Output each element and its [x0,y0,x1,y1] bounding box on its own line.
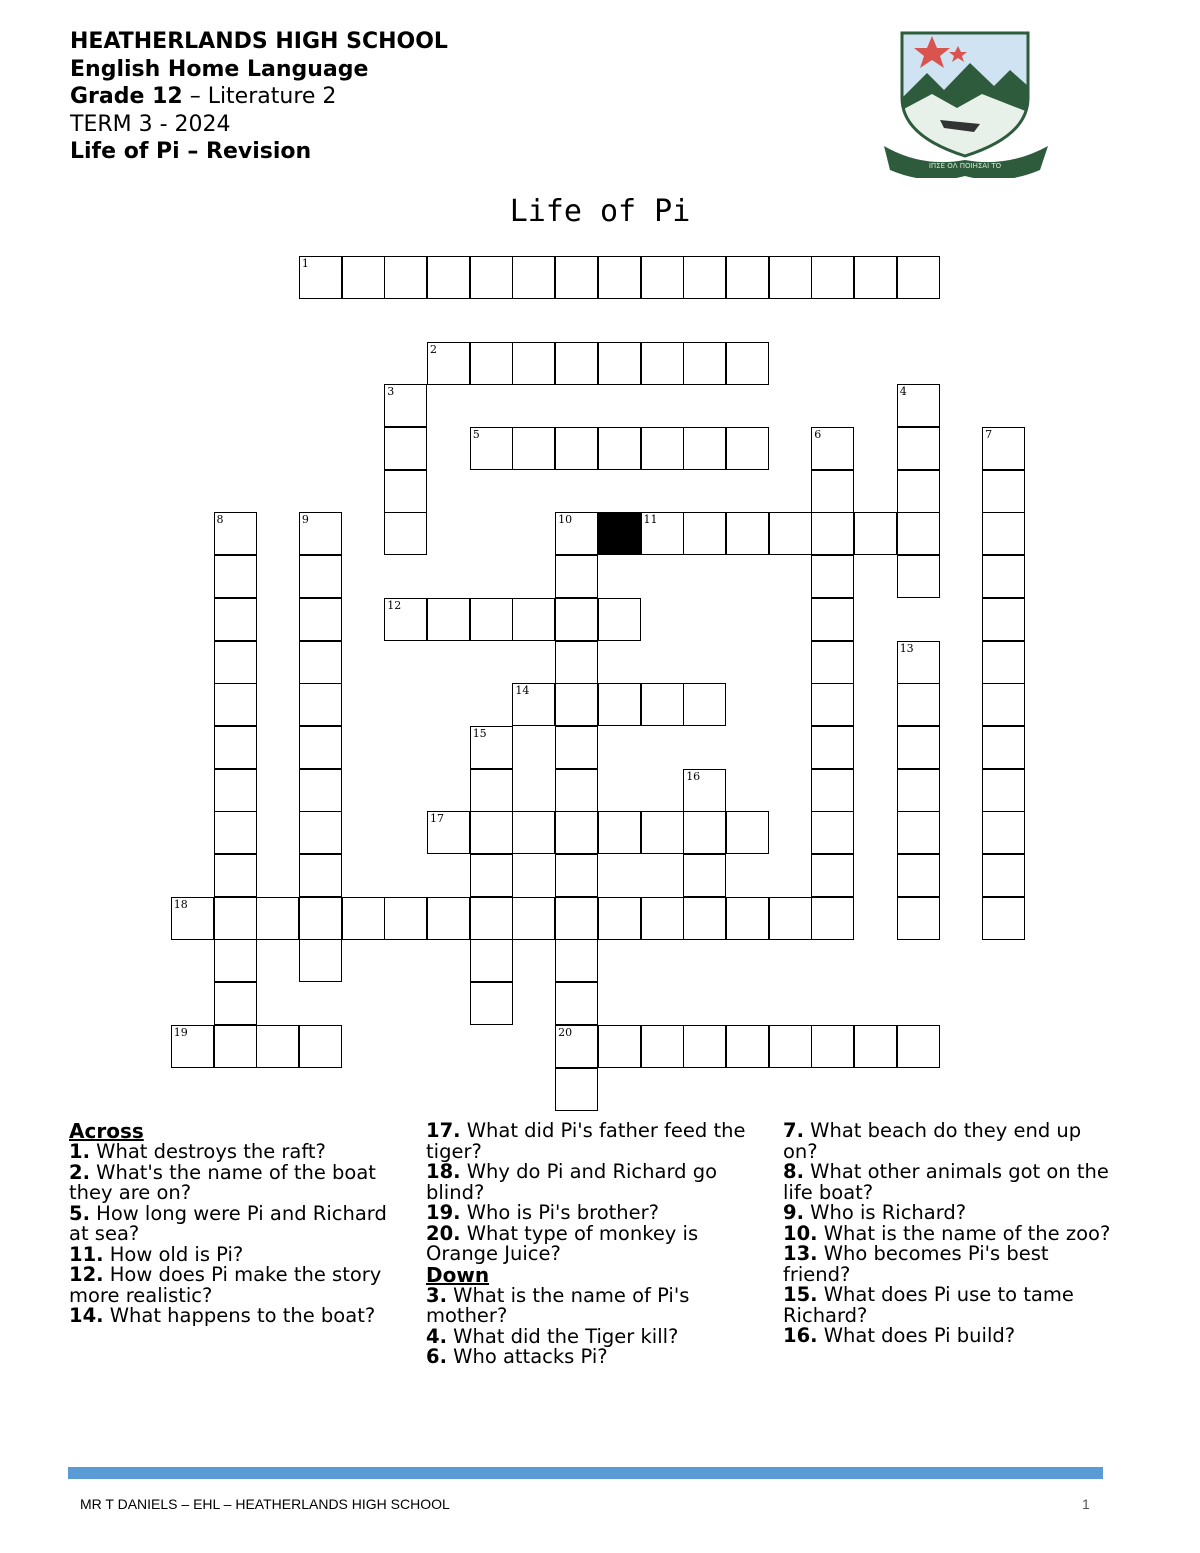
crossword-cell[interactable] [555,854,598,897]
clue-item-text: What type of monkey is Orange Juice? [426,1221,699,1265]
clue-item-number: 10. [783,1221,818,1245]
crossword-cell[interactable] [641,683,684,726]
crossword-cell[interactable] [982,555,1025,598]
crossword-cell[interactable] [811,256,854,299]
crossword-cell[interactable] [427,598,470,641]
crossword-cell[interactable] [982,769,1025,812]
clue-number: 17 [430,812,444,826]
crossword-cell[interactable] [641,256,684,299]
clue-item-text: Who is Pi's brother? [460,1201,660,1224]
crossword-cell[interactable] [427,811,470,854]
crossword-cell[interactable] [214,555,257,598]
crossword-cell[interactable] [299,1025,342,1068]
crossword-cell[interactable] [641,811,684,854]
crossword-cell[interactable] [854,256,897,299]
crossword-cell[interactable] [982,811,1025,854]
crossword-cell[interactable] [769,512,812,555]
grade-label: Grade 12 [70,84,183,109]
clue-item [783,1162,1113,1203]
crossword-cell[interactable] [470,427,513,470]
clue-item-text: How does Pi make the story more realistic? [69,1263,382,1307]
crossword-cell[interactable] [811,1025,854,1068]
clue-item [426,1203,766,1224]
crossword-cell[interactable] [897,683,940,726]
clue-number: 1 [301,257,309,271]
clue-item [426,1121,766,1162]
clues-column-1 [69,1121,399,1327]
crossword-cell[interactable] [897,811,940,854]
crossword-cell[interactable] [384,427,427,470]
crossword-cell[interactable] [214,641,257,684]
clue-item-text: What other animals got on the life boat? [783,1160,1109,1204]
crossword-cell[interactable] [897,641,940,684]
clue-item [426,1324,766,1348]
crossword-cell[interactable] [683,342,726,385]
crossword-cell[interactable] [512,256,555,299]
clue-item-number: 4. [426,1324,447,1348]
crossword-cell[interactable] [214,982,257,1025]
crossword-cell[interactable] [982,427,1025,470]
crossword-cell[interactable] [555,598,598,641]
crossword-cell[interactable] [897,384,940,427]
clue-number: 3 [387,385,395,399]
crossword-cell[interactable] [299,726,342,769]
crossword-cell[interactable] [470,939,513,982]
crossword-cell[interactable] [683,854,726,897]
crossword-cell[interactable] [171,897,214,940]
crossword-cell[interactable] [555,1025,598,1068]
crossword-cell[interactable] [897,769,940,812]
crossword-cell[interactable] [598,811,641,854]
clue-item-number: 3. [426,1283,447,1307]
crossword-cell[interactable] [897,427,940,470]
crossword-cell[interactable] [512,683,555,726]
clue-item [426,1347,766,1368]
clue-item [426,1221,766,1265]
puzzle-title: Life of Pi [509,194,691,229]
crossword-cell[interactable] [214,1025,257,1068]
crossword-cell[interactable] [512,598,555,641]
crossword-cell[interactable] [897,897,940,940]
crest-motto: ΙΠΣΕ ΟΛ ΠΟΙΗΣΑΙ ΤΟ [928,162,1002,170]
clue-item-text: Who attacks Pi? [446,1345,608,1368]
clues-column-3 [783,1121,1113,1347]
crossword-cell[interactable] [683,683,726,726]
crossword-cell[interactable] [811,427,854,470]
clue-item [69,1160,399,1204]
topic-line: Life of Pi – Revision [70,139,312,164]
clue-number: 6 [814,428,822,441]
clue-number: 9 [301,513,309,527]
crossword-cell[interactable] [598,897,641,940]
crossword-cell[interactable] [214,769,257,812]
crossword-cell[interactable] [427,897,470,940]
across-heading: Across [69,1119,144,1143]
clue-item-text: How old is Pi? [103,1242,244,1266]
clue-item-text: Who is Richard? [803,1201,967,1224]
crossword-cell[interactable] [726,1025,769,1068]
clue-item-number: 8. [783,1160,804,1183]
crossword-cell[interactable] [811,641,854,684]
crossword-cell[interactable] [598,427,641,470]
crossword-cell[interactable] [598,683,641,726]
crossword-cell[interactable] [299,555,342,598]
crossword-cell[interactable] [897,512,940,555]
crossword-cell[interactable] [342,897,385,940]
crossword-cell[interactable] [299,769,342,812]
subject-name: English Home Language [70,56,369,82]
clue-number: 4 [899,385,907,399]
crossword-cell[interactable] [811,470,854,513]
clue-item-text: What did Pi's father feed the tiger? [426,1119,746,1163]
school-crest-icon [882,28,1050,178]
crossword-cell[interactable] [342,256,385,299]
crossword-cell[interactable] [854,1025,897,1068]
crossword-cell[interactable] [897,1025,940,1068]
footer-text: MR T DANIELS – EHL – HEATHERLANDS HIGH SCHOOL [80,1496,450,1512]
grade-line [70,83,448,111]
crossword-cell[interactable] [555,555,598,598]
crossword-cell[interactable] [427,256,470,299]
crossword-cell[interactable] [470,256,513,299]
crossword-cell[interactable] [769,897,812,940]
crossword-cell[interactable] [641,427,684,470]
clues-column-2 [426,1121,766,1368]
clue-number: 2 [430,342,437,356]
school-name: HEATHERLANDS HIGH SCHOOL [70,29,448,54]
clue-item-text: What does Pi build? [817,1324,1016,1347]
crossword-cell[interactable] [299,897,342,940]
crossword-cell[interactable] [811,811,854,854]
crossword-cell[interactable] [299,641,342,684]
crossword-cell[interactable] [683,1025,726,1068]
crossword-cell[interactable] [598,598,641,641]
clue-number: 16 [686,769,701,783]
crossword-cell[interactable] [982,512,1025,555]
clue-item-number: 17. [426,1119,461,1142]
crossword-cell[interactable] [641,1025,684,1068]
clue-item-number: 7. [783,1119,804,1142]
crossword-cell[interactable] [555,342,598,385]
document-header [70,28,448,166]
crossword-cell[interactable] [854,512,897,555]
crossword-cell[interactable] [384,598,427,641]
crossword-cell[interactable] [299,939,342,982]
clue-item-number: 2. [69,1160,90,1184]
clue-item [69,1201,399,1245]
clue-item-number: 20. [426,1221,461,1245]
clue-item [426,1283,766,1327]
clue-number: 11 [643,513,658,527]
crossword-cell[interactable] [384,470,427,513]
clue-item [783,1244,1113,1285]
crossword-cell[interactable] [726,427,769,470]
crossword-cell[interactable] [683,769,726,812]
crossword-cell[interactable] [982,683,1025,726]
clue-item-text: What is the name of the zoo? [817,1221,1111,1245]
clue-item [783,1203,1113,1224]
clue-item-text: How long were Pi and Richard at sea? [69,1201,387,1245]
clue-item-text: What happens to the boat? [103,1304,376,1327]
down-heading: Down [426,1262,490,1287]
crossword-cell[interactable] [555,726,598,769]
crossword-cell[interactable] [683,811,726,854]
clue-item-number: 12. [69,1263,104,1286]
crossword-cell[interactable] [384,256,427,299]
crossword-cell[interactable] [214,939,257,982]
crossword-cell[interactable] [555,512,598,555]
crossword-cell[interactable] [214,811,257,854]
clue-item-number: 11. [69,1242,104,1266]
page-number: 1 [1082,1496,1090,1512]
clue-item-number: 9. [783,1201,804,1224]
crossword-cell[interactable] [811,726,854,769]
crossword-cell[interactable] [726,811,769,854]
clue-item-number: 16. [783,1324,818,1347]
crossword-cell[interactable] [897,555,940,598]
crossword-cell[interactable] [811,769,854,812]
crossword-cell[interactable] [982,470,1025,513]
crossword-cell[interactable] [555,427,598,470]
crossword-cell[interactable] [982,641,1025,684]
crossword-cell[interactable] [470,897,513,940]
clue-item-number: 15. [783,1283,818,1306]
crossword-cell[interactable] [555,641,598,684]
crossword-cell[interactable] [555,1068,598,1111]
crossword-cell[interactable] [171,1025,214,1068]
crossword-cell[interactable] [555,939,598,982]
crossword-cell[interactable] [598,342,641,385]
clue-item-number: 5. [69,1201,90,1225]
crossword-cell[interactable] [811,683,854,726]
crossword-cell[interactable] [512,342,555,385]
crossword-cell[interactable] [982,598,1025,641]
clue-item-text: What does Pi use to tame Richard? [783,1283,1074,1327]
crossword-cell[interactable] [512,897,555,940]
clue-number: 19 [173,1025,188,1039]
crossword-cell[interactable] [641,897,684,940]
crossword-cell[interactable] [256,1025,299,1068]
crossword-cell[interactable] [384,384,427,427]
crossword-cell[interactable] [470,726,513,769]
clue-number: 20 [558,1025,573,1039]
crossword-cell[interactable] [512,811,555,854]
crossword-cell[interactable] [726,256,769,299]
term-line: TERM 3 - 2024 [70,111,231,137]
crossword-cell[interactable] [470,342,513,385]
crossword-cell[interactable] [384,512,427,555]
crossword-cell[interactable] [897,726,940,769]
clue-item-number: 18. [426,1160,461,1183]
crossword-cell[interactable] [299,854,342,897]
crossword-cell[interactable] [555,897,598,940]
crossword-cell[interactable] [299,512,342,555]
crossword-cell[interactable] [299,811,342,854]
clue-item [783,1326,1113,1347]
clue-item-number: 6. [426,1345,447,1368]
crossword-cell[interactable] [214,897,257,940]
clue-number: 10 [558,513,573,527]
clue-item [426,1162,766,1203]
crossword-cell[interactable] [769,256,812,299]
clue-item [69,1142,399,1163]
clue-item [69,1242,399,1266]
clue-item-text: Why do Pi and Richard go blind? [426,1160,718,1204]
crossword-cell[interactable] [470,854,513,897]
crossword-cell[interactable] [683,512,726,555]
clue-item [69,1265,399,1306]
clue-number: 12 [387,598,402,612]
crossword-cell[interactable] [811,598,854,641]
crossword-cell[interactable] [384,897,427,940]
crossword-cell[interactable] [555,769,598,812]
clue-item-text: What beach do they end up on? [783,1119,1082,1163]
clue-number: 7 [985,428,993,441]
crossword-cell[interactable] [641,512,684,555]
crossword-cell[interactable] [555,811,598,854]
crossword-cell[interactable] [726,342,769,385]
crossword-cell[interactable] [982,726,1025,769]
crossword-cell[interactable] [214,598,257,641]
clue-number: 18 [173,897,188,911]
crossword-cell[interactable] [214,726,257,769]
clue-item [69,1306,399,1327]
crossword-cell[interactable] [811,854,854,897]
clue-item-text: What destroys the raft? [89,1140,326,1163]
clue-item-number: 1. [69,1140,90,1163]
crossword-cell[interactable] [214,512,257,555]
crossword-cell[interactable] [427,342,470,385]
clue-number: 15 [472,726,487,740]
clue-item-text: What's the name of the boat they are on? [69,1160,376,1204]
clue-item [783,1121,1113,1162]
crossword-cell[interactable] [726,897,769,940]
crossword-cell[interactable] [214,683,257,726]
clue-item [783,1221,1113,1245]
crossword-cell[interactable] [555,982,598,1025]
footer-bar [68,1467,1103,1479]
crossword-cell[interactable] [299,683,342,726]
crossword-cell[interactable] [470,982,513,1025]
crossword-cell[interactable] [897,470,940,513]
crossword-cell[interactable] [598,1025,641,1068]
crossword-cell[interactable] [683,427,726,470]
clue-item-number: 14. [69,1304,104,1327]
crossword-cell[interactable] [512,427,555,470]
clue-item-number: 19. [426,1201,461,1224]
crossword-cell[interactable] [214,854,257,897]
clue-item-text: What is the name of Pi's mother? [426,1283,690,1327]
clue-number: 8 [216,513,224,527]
crossword-cell[interactable] [982,897,1025,940]
crossword-cell[interactable] [299,256,342,299]
crossword-cell[interactable] [555,256,598,299]
crossword-cell[interactable] [769,1025,812,1068]
crossword-cell[interactable] [256,897,299,940]
crossword-cell[interactable] [683,256,726,299]
crossword-cell[interactable] [470,598,513,641]
crossword-cell[interactable] [555,683,598,726]
crossword-cell[interactable] [470,769,513,812]
crossword-cell[interactable] [982,854,1025,897]
clue-number: 14 [515,684,530,698]
crossword-cell[interactable] [641,342,684,385]
clue-item-text: What did the Tiger kill? [446,1324,679,1348]
clue-item-text: Who becomes Pi's best friend? [783,1242,1049,1286]
clue-number: 5 [472,428,480,441]
clue-number: 13 [899,641,914,655]
crossword-cell[interactable] [811,512,854,555]
crossword-cell[interactable] [598,256,641,299]
shaded-cell [598,512,641,555]
crossword-cell[interactable] [299,598,342,641]
crossword-cell[interactable] [897,256,940,299]
grade-paper: – Literature 2 [182,84,337,109]
crossword-cell[interactable] [470,811,513,854]
clue-item-number: 13. [783,1242,818,1265]
crossword-cell[interactable] [683,897,726,940]
crossword-cell[interactable] [726,512,769,555]
crossword-cell[interactable] [811,555,854,598]
crossword-cell[interactable] [897,854,940,897]
clue-item [783,1285,1113,1326]
crossword-cell[interactable] [811,897,854,940]
